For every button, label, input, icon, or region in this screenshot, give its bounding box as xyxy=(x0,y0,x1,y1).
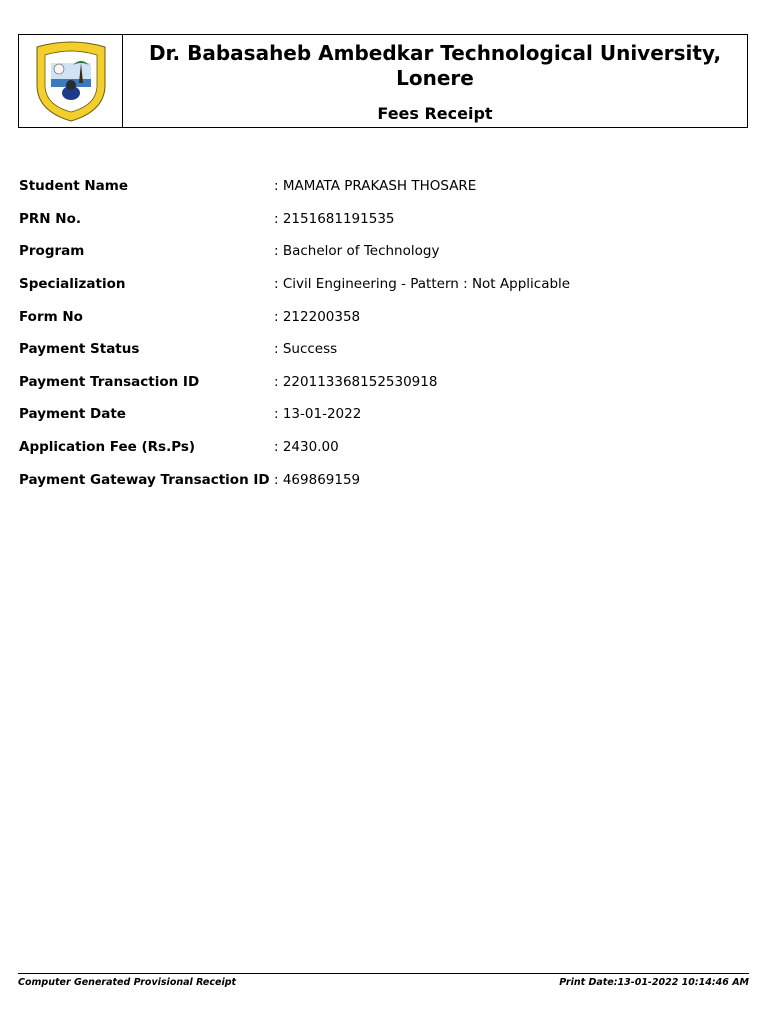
detail-label: Form No xyxy=(19,308,83,325)
detail-label: Application Fee (Rs.Ps) xyxy=(19,439,196,456)
detail-label: Specialization xyxy=(19,276,126,293)
detail-row xyxy=(19,170,739,203)
detail-row xyxy=(19,333,739,366)
detail-label: Program xyxy=(19,243,85,260)
detail-value: : Success xyxy=(274,341,338,358)
detail-label: Payment Status xyxy=(19,341,140,358)
detail-row xyxy=(19,463,739,496)
detail-value: : Civil Engineering - Pattern : Not Applicable xyxy=(274,276,571,293)
detail-row xyxy=(19,203,739,236)
university-name-line1: Dr. Babasaheb Ambedkar Technological University, xyxy=(148,41,722,65)
detail-label: Payment Transaction ID xyxy=(19,373,200,390)
university-name-line2: Lonere xyxy=(396,66,474,90)
detail-label: PRN No. xyxy=(19,210,81,227)
detail-row xyxy=(19,268,739,301)
footer-note: Computer Generated Provisional Receipt xyxy=(18,977,237,988)
detail-row xyxy=(19,398,739,431)
detail-label: Payment Date xyxy=(19,406,126,423)
detail-label: Student Name xyxy=(19,178,129,195)
detail-value: : 13-01-2022 xyxy=(274,406,362,423)
detail-value: : Bachelor of Technology xyxy=(274,243,440,260)
title-cell xyxy=(123,35,747,127)
university-seal-icon xyxy=(29,39,113,123)
detail-value: : MAMATA PRAKASH THOSARE xyxy=(274,178,477,195)
detail-row xyxy=(19,431,739,464)
detail-value: : 469869159 xyxy=(274,471,361,488)
detail-value: : 212200358 xyxy=(274,308,361,325)
detail-value: : 2430.00 xyxy=(274,439,339,456)
receipt-details xyxy=(19,170,739,496)
detail-row xyxy=(19,235,739,268)
detail-row xyxy=(19,366,739,399)
detail-label: Payment Gateway Transaction ID xyxy=(19,471,270,488)
receipt-title: Fees Receipt xyxy=(377,104,493,123)
university-name xyxy=(123,41,747,91)
print-date: Print Date:13-01-2022 10:14:46 AM xyxy=(559,977,749,988)
receipt-footer xyxy=(18,973,749,988)
detail-value: : 220113368152530918 xyxy=(274,373,438,390)
receipt-header xyxy=(18,34,748,128)
detail-row xyxy=(19,300,739,333)
logo-cell xyxy=(19,35,123,127)
detail-value: : 2151681191535 xyxy=(274,210,395,227)
